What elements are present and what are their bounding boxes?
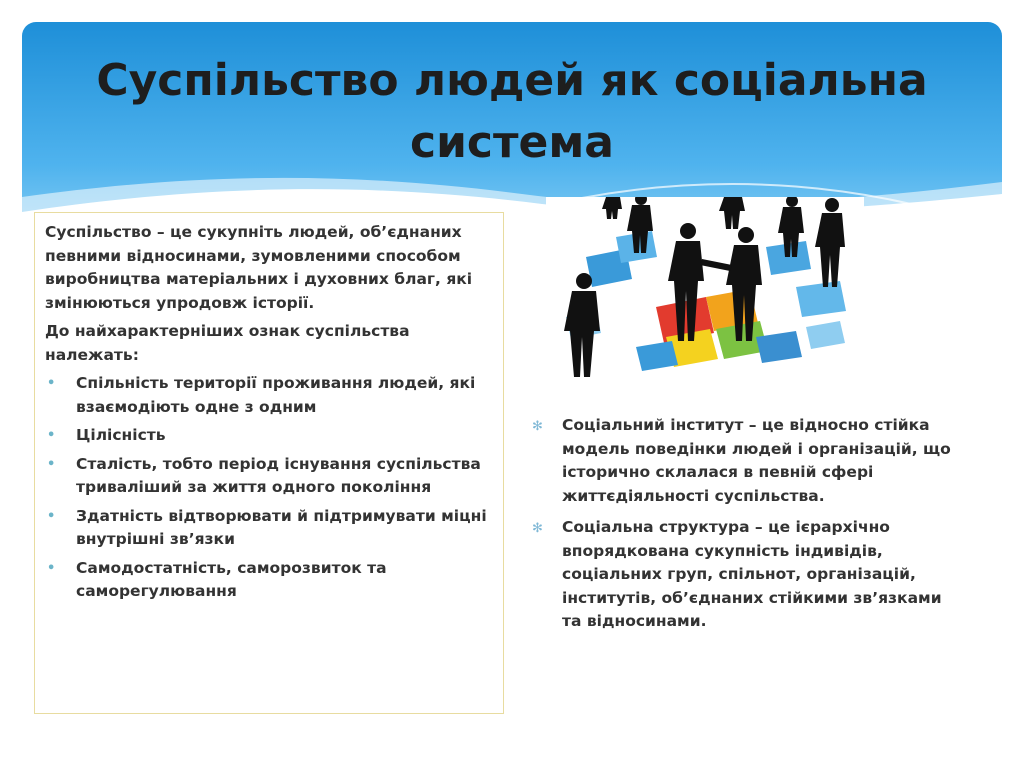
list-item: • Сталість, тобто період існування суспільства триваліший за життя одного покоління [47,454,481,496]
society-definition-box [34,212,504,714]
list-item: ✻ Соціальний інститут – це відносно стійка модель поведінки людей і організацій, що історично склалася в певній сфері життєдіяльності суспільства. [532,416,951,505]
characteristics-intro: До найхарактерніших ознак суспільства належать: [45,322,410,364]
society-definition: Суспільство – це сукупніть людей, об’єднаних певними відносинами, зумовленими способом виробництва матеріальних і духовних благ, які змінюються упродовж історії. [45,223,473,312]
list-item: • Цілісність [45,424,493,448]
list-item: • Спільність території проживання людей, які взаємодіють одне з одним [47,374,476,416]
list-item: ✻ Соціальна структура – це ієрархічно впорядкована сукупність індивідів, соціальних груп, спільнот, організацій, інститутів, об’єднаних стійкими зв’язками та відносинами. [532,518,942,630]
title-line-1: Суспільство людей як соціальна [96,55,928,106]
business-people-puzzle-image [546,197,864,377]
list-item: • Здатність відтворювати й підтримувати міцні внутрішні зв’язки [47,506,487,548]
slide-title [82,50,942,174]
bullet-icon: • [47,560,56,576]
definitions-panel [532,414,952,642]
slide [22,22,1002,752]
bullet-icon: • [47,508,56,524]
bullet-icon: • [47,376,56,391]
asterisk-bullet-icon: ✻ [532,419,543,434]
bullet-icon: • [47,456,56,472]
asterisk-bullet-icon: ✻ [532,521,543,536]
characteristics-list [45,372,493,604]
bullet-icon: • [47,428,56,443]
definitions-list [532,414,952,634]
list-item: • Самодостатність, саморозвиток та саморегулювання [47,558,387,600]
title-line-2: система [410,117,614,168]
